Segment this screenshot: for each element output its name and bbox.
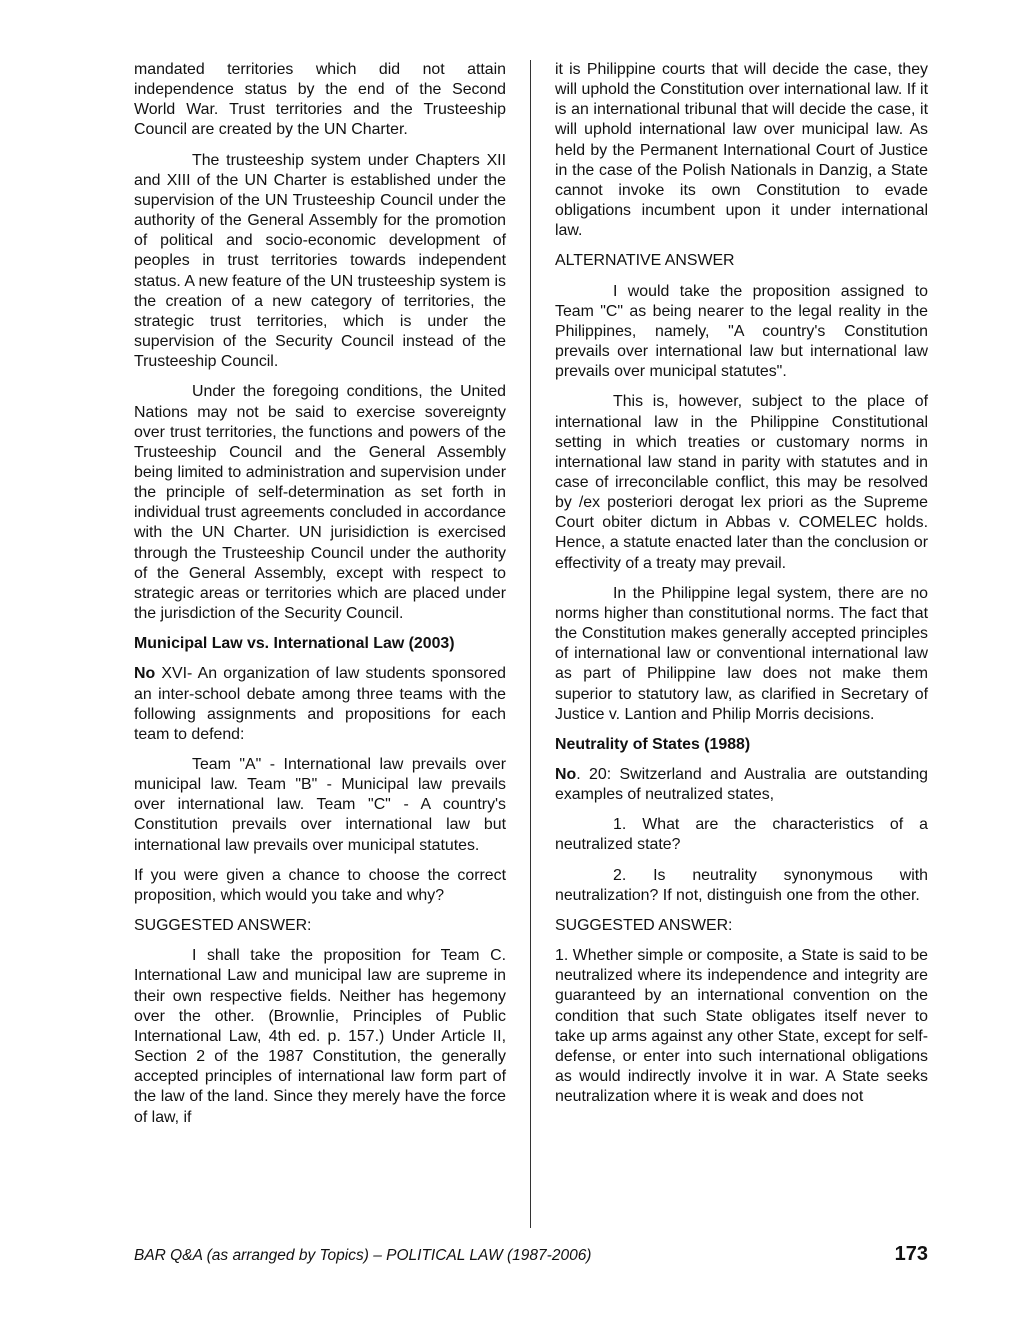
- footer-title: BAR Q&A (as arranged by Topics) – POLITICAL LAW (1987-2006): [134, 1247, 592, 1264]
- suggested-answer-label: SUGGESTED ANSWER:: [134, 917, 312, 935]
- paragraph: I would take the proposition assigned to Team "C" as being nearer to the legal reality in the Philippines, namely, "A country's Constitution prevails over international law but international law prevails over municipal statutes".: [555, 282, 928, 381]
- question-text: . 20: Switzerland and Australia are outstanding examples of neutralized states,: [555, 766, 928, 804]
- question-number-label: No: [555, 766, 577, 783]
- question-number-label: No: [134, 665, 156, 683]
- sub-question: 2. Is neutrality synonymous with neutralization? If not, distinguish one from the other.: [555, 866, 928, 904]
- paragraph: Team "A" - International law prevails over municipal law. Team "B" - Municipal law prevails over international law. Team "C" - A country's Constitution prevails over international law but international law prevails over municipal statutes.: [134, 756, 506, 854]
- section-heading: Neutrality of States (1988): [555, 735, 751, 753]
- paragraph: In the Philippine legal system, there are no norms higher than constitutional norms. The fact that the Constitution makes generally accepted principles of international law or conventional international law as part of Philippine law does not make them superior to statutory law, as clarified in Secretary of Justice v. Lantion and Philip Morris decisions.: [555, 584, 928, 723]
- alternative-answer-label: ALTERNATIVE ANSWER: [555, 252, 735, 270]
- page-number: 173: [894, 1243, 928, 1265]
- paragraph: This is, however, subject to the place of international law in the Philippine Constitutional setting in which treaties or customary norms in international law stand in parity with statutes and in case of irreconcilable conflict, this may be resolved by /ex posteriori derogat lex priori as the Supreme Court obiter dictum in Abbas v. COMELEC holds. Hence, a statute enacted later than the conclusion or effectivity of a treaty may prevail.: [555, 393, 928, 572]
- page-footer: [134, 1244, 928, 1270]
- left-column: [134, 60, 506, 1138]
- suggested-answer-label: SUGGESTED ANSWER:: [555, 916, 733, 934]
- paragraph: mandated territories which did not attain independence status by the end of the Second World War. Trust territories and the Trusteeship Council are created by the UN Charter.: [134, 61, 506, 139]
- paragraph: The trusteeship system under Chapters XII and XIII of the UN Charter is established under the supervision of the UN Trusteeship Council under the authority of the General Assembly for the promotion of political and socio-economic development of peoples in trust territories towards independent status. A new feature of the UN trusteeship system is the creation of a new category of territories, the strategic trust territories, which is under the supervision of the Security Council instead of the Trusteeship Council.: [134, 151, 506, 371]
- sub-question: 1. What are the characteristics of a neutralized state?: [555, 816, 928, 854]
- paragraph: Under the foregoing conditions, the United Nations may not be said to exercise sovereignty over trust territories, the functions and powers of the Trusteeship Council and the General Assembly being limited to administration and supervision under the principle of self-determination as set forth in individual trust agreements concluded in accordance with the UN Charter. UN jurisidiction is exercised through the Trusteeship Council under the authority of the General Assembly, except with respect to strategic areas or territories which are placed under the jurisdiction of the Security Council.: [134, 383, 506, 623]
- section-heading: Municipal Law vs. International Law (2003): [134, 635, 455, 653]
- column-divider: [530, 60, 531, 1228]
- question-text: XVI- An organization of law students sponsored an inter-school debate among three teams with the following assignments and propositions for each team to defend:: [134, 665, 506, 743]
- paragraph: If you were given a chance to choose the correct proposition, which would you take and why?: [134, 866, 506, 904]
- paragraph: I shall take the proposition for Team C. International Law and municipal law are supreme in their own respective fields. Neither has hegemony over the other. (Brownlie, Principles of Public International Law, 4th ed. p. 157.) Under Article II, Section 2 of the 1987 Constitution, the generally accepted principles of international law form part of the law of the land. Since they merely have the force of law, if: [134, 947, 506, 1126]
- right-column: [555, 60, 928, 1117]
- question-paragraph: [134, 664, 506, 745]
- paragraph: it is Philippine courts that will decide the case, they will uphold the Constitution over international law. If it is an international tribunal that will decide the case, it will uphold international law over municipal law. As held by the Permanent International Court of Justice in the case of the Polish Nationals in Danzig, a State cannot invoke its own Constitution to evade obligations incumbent upon it under international law.: [555, 61, 928, 240]
- question-paragraph: [555, 765, 928, 805]
- paragraph: 1. Whether simple or composite, a State is said to be neutralized where its independence and integrity are guaranteed by an international convention on the condition that such State obligates itself never to take up arms against any other State, except for self-defense, or enter into such international obligations as would indirectly involve it in war. A State seeks neutralization where it is weak and does not: [555, 947, 928, 1106]
